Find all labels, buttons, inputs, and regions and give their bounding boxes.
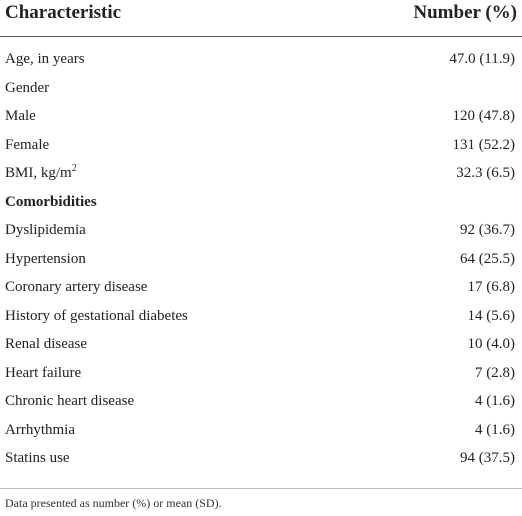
row-label-bmi [5, 165, 77, 182]
row-value: 47.0 (11.9) [449, 51, 515, 67]
row-label: Coronary artery disease [5, 279, 148, 295]
table-row-chronic-heart-disease [0, 390, 522, 419]
table-row-renal-disease [0, 333, 522, 362]
row-label-superscript: 2 [71, 163, 77, 174]
table-body [0, 48, 522, 476]
row-label: Female [5, 136, 50, 153]
row-value: 4 (1.6) [475, 421, 515, 438]
header-characteristic: Characteristic [5, 2, 122, 23]
row-value: 94 (37.5) [460, 450, 515, 466]
table-row-heart-failure [0, 362, 522, 391]
row-label: History of gestational diabetes [5, 307, 188, 324]
row-value: 32.3 (6.5) [456, 165, 515, 181]
row-value: 120 (47.8) [452, 108, 515, 124]
row-label: Dyslipidemia [5, 222, 86, 238]
table-row-gender [0, 77, 522, 106]
row-value: 14 (5.6) [467, 307, 515, 324]
row-label-text: BMI, kg/m [5, 165, 72, 181]
row-label: Chronic heart disease [5, 393, 135, 409]
row-label: Male [5, 108, 36, 124]
table-header [0, 0, 522, 37]
row-value: 4 (1.6) [475, 393, 515, 409]
table-row-dyslipidemia [0, 219, 522, 248]
table-row-gestational-diabetes [0, 305, 522, 334]
table-row-comorbidities [0, 191, 522, 220]
header-number: Number (%) [413, 2, 517, 23]
row-label: Arrhythmia [5, 421, 75, 438]
row-value: 131 (52.2) [452, 136, 515, 153]
row-value: 64 (25.5) [460, 250, 515, 267]
row-value: 17 (6.8) [467, 279, 515, 295]
row-label: Heart failure [5, 364, 82, 381]
row-value: 92 (36.7) [460, 222, 515, 238]
row-label: Renal disease [5, 336, 88, 352]
row-label: Statins use [5, 450, 70, 466]
row-value: 10 (4.0) [467, 336, 515, 352]
row-label: Gender [5, 79, 50, 96]
table-row-male [0, 105, 522, 134]
table-bottom-rule [0, 488, 522, 489]
table-row-statins-use [0, 447, 522, 476]
table-row-bmi [0, 162, 522, 191]
table-footnote: Data presented as number (%) or mean (SD). [5, 496, 222, 510]
section-heading: Comorbidities [5, 193, 97, 210]
table-row-hypertension [0, 248, 522, 277]
row-value: 7 (2.8) [475, 364, 515, 381]
row-label: Age, in years [5, 51, 85, 67]
table-row-arrhythmia [0, 419, 522, 448]
table-row-female [0, 134, 522, 163]
table-row-age [0, 48, 522, 77]
table-row-coronary-artery-disease [0, 276, 522, 305]
row-label: Hypertension [5, 250, 86, 267]
